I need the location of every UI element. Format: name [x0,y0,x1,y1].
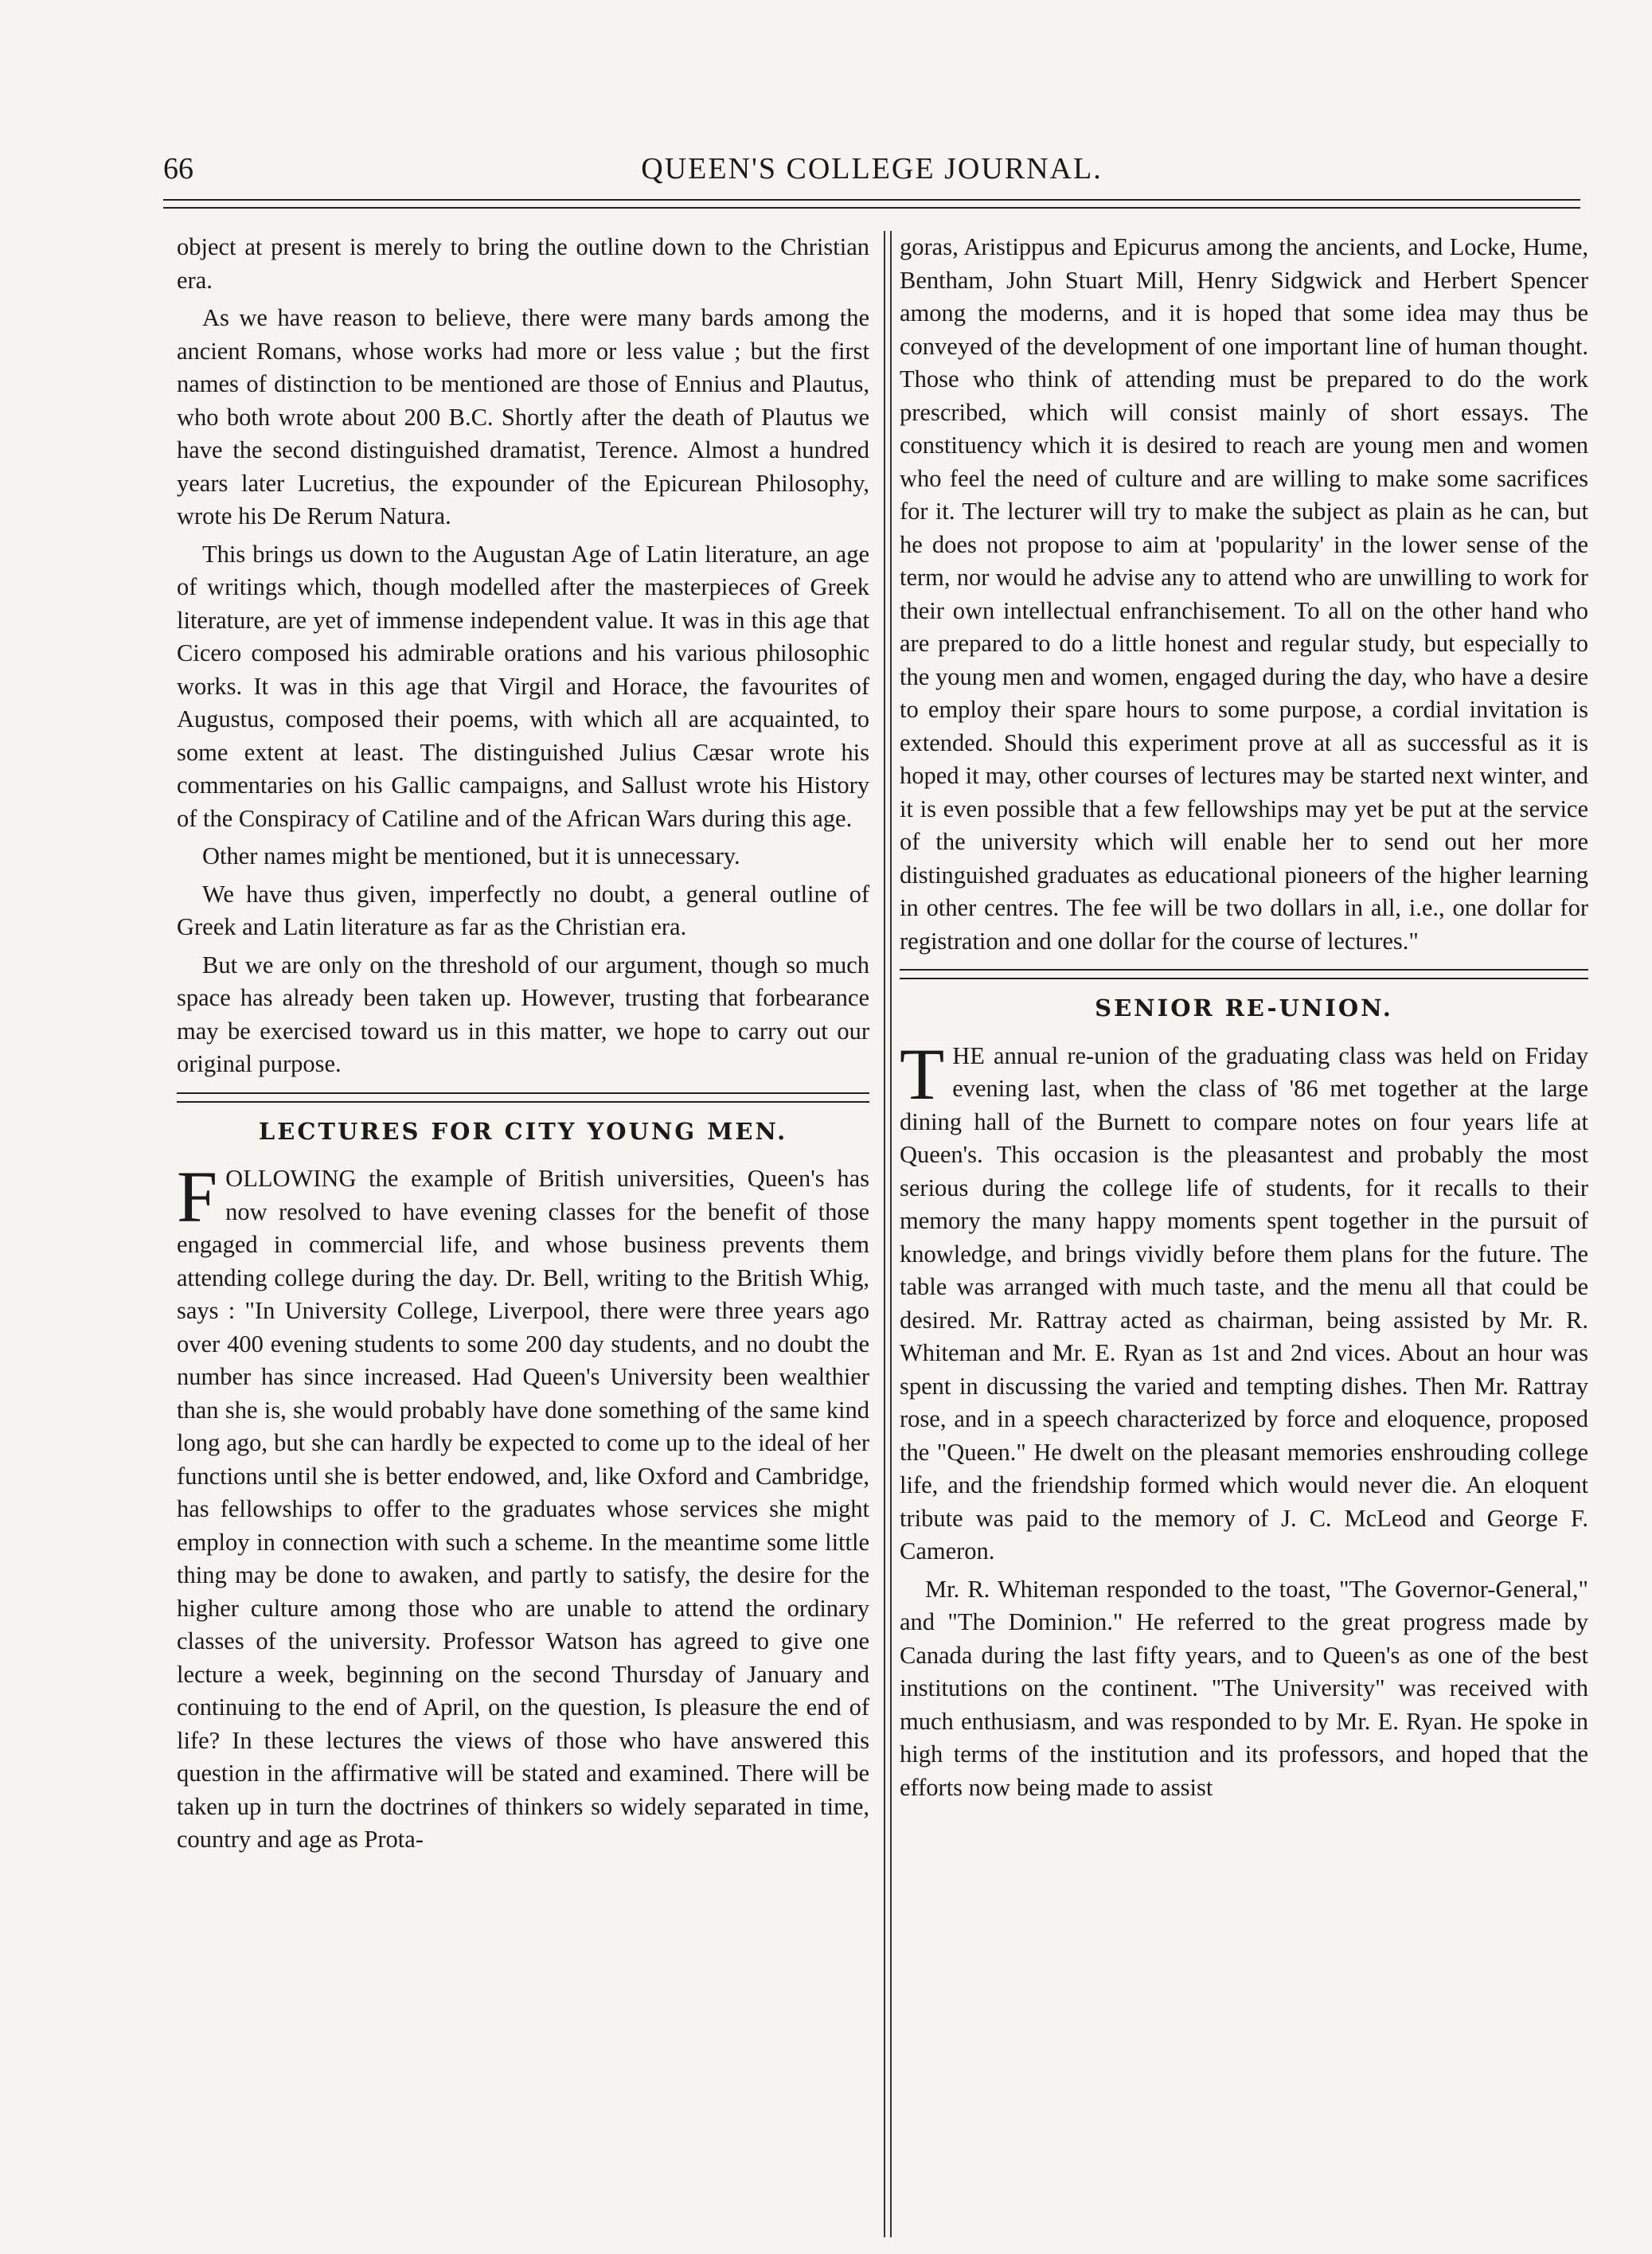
paragraph: We have thus given, imperfectly no doubt, a general outline of Greek and Latin literature as far as the Christian era. [177,880,869,940]
journal-title: QUEEN'S COLLEGE JOURNAL. [641,152,1103,186]
senior-reunion-heading: SENIOR RE-UNION. [1095,994,1393,1022]
dropcap: F [177,1156,218,1237]
senior-paragraph [900,1033,1588,1568]
lectures-text: OLLOWING the example of British universities, Queen's has now resolved to have evening classes for the benefit of those engaged in commercial life, and whose business prevents them attending college during the day. Dr. Bell, writing to the British Whig, says : "In University College, Liverpool, there were three years ago over 400 evening students to some 200 day students, and no doubt the number has since increased. Had Queen's University been wealthier than she is, she would probably have done something of the same kind long ago, but she can hardly be expected to come up to the ideal of her functions until she is better endowed, and, like Oxford and Cambridge, has fellowships to offer to the graduates whose services she might employ in connection with such a scheme. In the meantime some little thing may be done to awaken, and partly to satisfy, the desire for the higher culture among those who are unable to attend the ordinary classes of the university. Professor Watson has agreed to give one lecture a week, beginning on the second Thursday of January and continuing to the end of April, on the question, Is pleasure the end of life? In these lectures the views of those who have answered this question in the affirmative will be stated and examined. There will be taken up in turn the doctrines of thinkers so widely separated in time, country and age as Prota- [177,1165,869,1853]
page-header [163,151,1580,199]
paragraph: Mr. R. Whiteman responded to the toast, "The Governor-General," and "The Dominion." He referred to the great progress made by Canada during the last fifty years, and to Queen's as one of the best institutions on the continent. "The University" was received with much enthusiasm, and was responded to by Mr. E. Ryan. He spoke in high terms of the institution and its professors, and hoped that the efforts now being made to assist [900,1575,1588,1801]
lectures-continued: goras, Aristippus and Epicurus among the ancients, and Locke, Hume, Bentham, John Stuart Mill, Henry Sidgwick and Herbert Spencer among the moderns, and it is hoped that some idea may thus be conveyed of the development of one important line of human thought. Those who think of attending must be prepared to do the work prescribed, which will consist mainly of short essays. The constituency which it is desired to reach are young men and women who feel the need of culture and are willing to make some sacrifices for it. The lecturer will try to make the subject as plain as he can, but he does not propose to aim at 'popularity' in the lower sense of the term, nor would he advise any to attend who are unwilling to work for their own intellectual enfranchisement. To all on the other hand who are prepared to do a little honest and regular study, but especially to the young men and women, engaged during the day, who have a desire to employ their spare hours to some purpose, a cordial invitation is extended. Should this experiment prove at all as successful as it is hoped it may, other courses of lectures may be started next winter, and it is even possible that a few fellowships may yet be put at the service of the university which will enable her to send out her more distinguished graduates as educational pioneers of the higher learning in other centres. The fee will be two dollars in all, i.e., one dollar for registration and one dollar for the course of lectures." [900,233,1588,955]
senior-text: HE annual re-union of the graduating class was held on Friday evening last, when the class of '86 met together at the large dining hall of the Burnett to compare notes on four years life at Queen's. This occasion is the pleasantest and probably the most serious during the college life of students, for it recalls to their memory the many happy moments spent together in the pursuit of knowledge, and brings vividly before them plans for the future. The table was arranged with much taste, and the menu all that could be desired. Mr. Rattray acted as chairman, being assisted by Mr. R. Whiteman and Mr. E. Ryan as 1st and 2nd vices. About an hour was spent in discussing the varied and tempting dishes. Then Mr. Rattray rose, and in a speech characterized by force and eloquence, proposed the "Queen." He dwelt on the pleasant memories enshrouding college life, and the friendship formed which would never die. An eloquent tribute was paid to the memory of J. C. McLeod and George F. Cameron. [900,1041,1588,1565]
left-column [177,231,869,1861]
paragraph: Other names might be mentioned, but it is unnecessary. [202,842,740,869]
lectures-paragraph [177,1156,869,1857]
paragraph: object at present is merely to bring the outline down to the Christian era. [177,233,869,294]
lectures-heading: LECTURES FOR CITY YOUNG MEN. [258,1117,788,1145]
paragraph: But we are only on the threshold of our argument, though so much space has already been taken up. However, trusting that forbearance may be exercised toward us in this matter, we hope to carry out our original purpose. [177,951,869,1077]
dropcap: T [900,1033,945,1115]
paragraph: As we have reason to believe, there were many bards among the ancient Romans, whose works had more or less value ; but the first names of distinction to be mentioned are those of Ennius and Plautus, who both wrote about 200 B.C. Shortly after the death of Plautus we have the second distinguished dramatist, Terence. Almost a hundred years later Lucretius, the expounder of the Epicurean Philosophy, wrote his De Rerum Natura. [177,304,869,529]
section-rule [900,969,1588,979]
paragraph: This brings us down to the Augustan Age of Latin literature, an age of writings which, though modelled after the masterpieces of Greek literature, are yet of immense independent value. It was in this age that Cicero composed his admirable orations and his various philosophic works. It was in this age that Virgil and Horace, the favourites of Augustus, composed their poems, with which all are acquainted, to some extent at least. The distinguished Julius Cæsar wrote his commentaries on his Gallic campaigns, and Sallust wrote his History of the Conspiracy of Catiline and of the African Wars during this age. [177,540,869,832]
header-rule [163,199,1580,209]
right-column [900,231,1588,1809]
page-number: 66 [163,152,193,186]
column-divider [884,231,892,2237]
section-rule [177,1092,869,1103]
